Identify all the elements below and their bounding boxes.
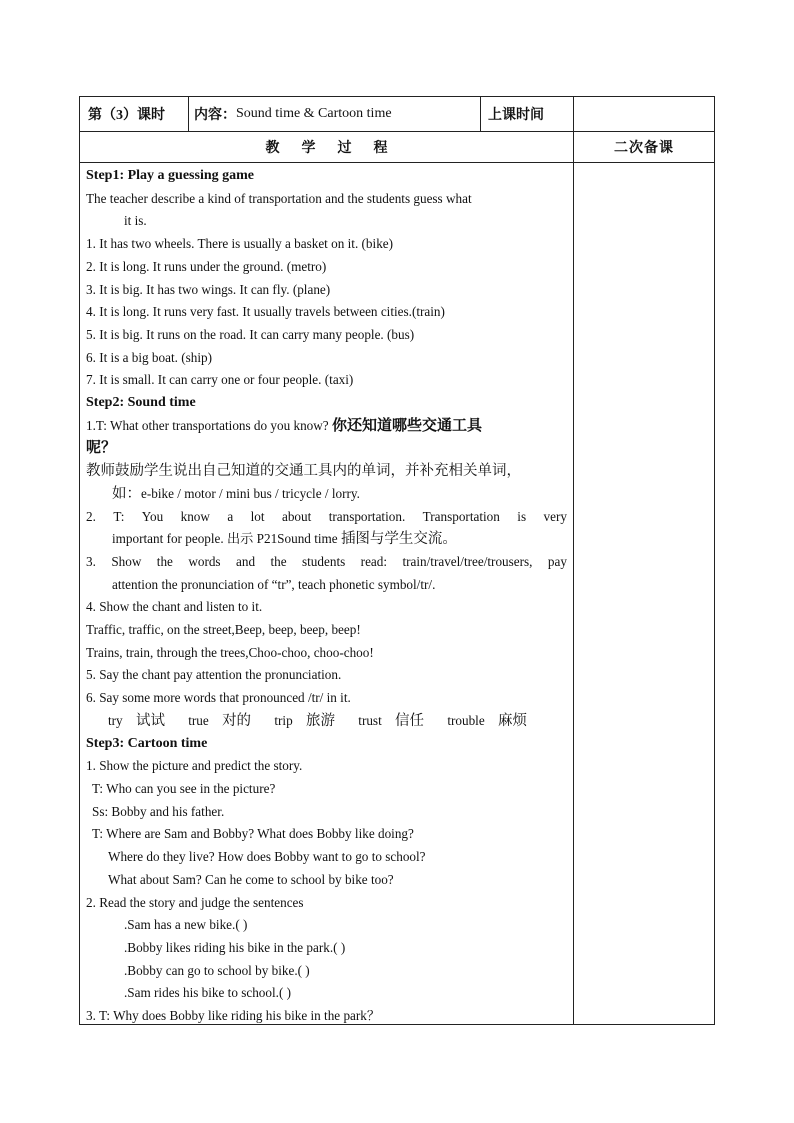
example-prefix: 如： [112, 485, 141, 502]
step2-item2 [86, 506, 567, 529]
word: Transportation [422, 508, 500, 524]
step1-item: 5. It is big. It runs on the road. It can carry many people. (bus) [86, 326, 415, 342]
dialog-line: Ss: Bobby and his father. [92, 803, 225, 819]
step1-item: 2. It is long. It runs under the ground. (metro) [86, 258, 327, 274]
word: You [141, 508, 164, 524]
word: a [227, 508, 234, 524]
step2-teacher-note: 教师鼓励学生说出自己知道的交通工具内的单词，并补充相关单词， [86, 463, 521, 480]
dialog-line: What about Sam? Can he come to school by bike too? [108, 871, 394, 887]
tr-word: trip 旅游 [274, 712, 335, 729]
step3-item3: 3. T: Why does Bobby like riding his bike in the park？ [86, 1008, 381, 1024]
step2-item4: 4. Show the chant and listen to it. [86, 599, 263, 615]
step3-item2: 2. Read the story and judge the sentences [86, 894, 304, 910]
word: Show [111, 553, 142, 569]
step1-item: 6. It is a big boat. (ship) [86, 349, 212, 365]
step2-example-words [86, 483, 567, 506]
judge-sentence: .Bobby can go to school by bike.( ) [124, 962, 310, 978]
step3-item1: 1. Show the picture and predict the story. [86, 758, 303, 774]
content-cell [189, 97, 481, 131]
tr-word: trouble 麻烦 [447, 712, 527, 729]
word: students [302, 553, 346, 569]
word: very [543, 508, 567, 524]
word: words [188, 553, 221, 569]
judge-sentence: .Sam has a new bike.( ) [124, 917, 248, 933]
word: T: [113, 508, 125, 524]
dialog-line: T: Who can you see in the picture? [92, 780, 276, 796]
step2-question-cn: 你还知道哪些交通工具 [331, 417, 482, 434]
tr-word: try 试试 [108, 712, 165, 729]
lesson-number-cell: 第（3）课时 [80, 97, 189, 131]
word: about [281, 508, 312, 524]
class-time-label: 上课时间 [481, 97, 574, 131]
lesson-plan-table [79, 96, 715, 1025]
item2-cont-cn: 插图与学生交流。 [340, 531, 457, 548]
step1-item: 1. It has two wheels. There is usually a basket on it. (bike) [86, 236, 394, 252]
content-value: Sound time & Cartoon time [236, 106, 392, 121]
judge-sentence: .Sam rides his bike to school.( ) [124, 985, 292, 1001]
content-label: 内容： [194, 108, 236, 123]
word: is [517, 508, 527, 524]
tr-word: true 对的 [188, 712, 252, 729]
dialog-line: T: Where are Sam and Bobby? What does Bobby like doing? [92, 826, 414, 842]
step1-item: 4. It is long. It runs very fast. It usually travels between cities.(train) [86, 304, 445, 320]
word: 2. [86, 508, 96, 524]
step2-item5: 5. Say the chant pay attention the pronunciation. [86, 667, 342, 683]
step1-intro: The teacher describe a kind of transportation and the students guess what [86, 190, 472, 206]
class-time-value [574, 97, 714, 131]
step1-title: Step1: Play a guessing game [86, 168, 254, 183]
header-row [80, 97, 714, 132]
word: 3. [86, 553, 96, 569]
step1-intro-cont: it is. [124, 213, 147, 229]
judge-sentence: .Bobby likes riding his bike in the park.( ) [124, 939, 346, 955]
word: the [270, 553, 287, 569]
word: train/travel/tree/trousers, [402, 553, 533, 569]
chant-line: Traffic, traffic, on the street,Beep, beep, beep, beep! [86, 622, 361, 638]
chant-line: Trains, train, through the trees,Choo-choo, choo-choo! [86, 644, 374, 660]
second-prep-heading: 二次备课 [614, 140, 674, 156]
word: read: [360, 553, 388, 569]
word: know [180, 508, 210, 524]
step1-item: 3. It is big. It has two wings. It can fly. (plane) [86, 281, 331, 297]
example-words: e-bike / motor / mini bus / tricycle / lorry. [141, 485, 360, 501]
step2-item6: 6. Say some more words that pronounced /tr/ in it. [86, 690, 351, 706]
second-prep-column [574, 162, 714, 1024]
step3-title: Step3: Cartoon time [86, 735, 208, 751]
word: and [236, 553, 256, 569]
step2-question-en: 1.T: What other transportations do you know? [86, 417, 329, 433]
subheader-row [80, 131, 714, 163]
word: the [156, 553, 173, 569]
word: transportation. [328, 508, 406, 524]
teaching-process-content [80, 162, 574, 1024]
item2-cont-en: important for people. 出示 P21Sound time [112, 531, 341, 547]
dialog-line: Where do they live? How does Bobby want to go to school? [108, 849, 426, 865]
step2-question-cn-cont: 呢？ [86, 440, 117, 457]
step1-item: 7. It is small. It can carry one or four people. (taxi) [86, 372, 354, 388]
step2-item3-cont: attention the pronunciation of “tr”, teach phonetic symbol/tr/. [112, 576, 436, 592]
tr-word: trust 信任 [358, 712, 425, 729]
step2-item3 [86, 551, 567, 574]
step2-title: Step2: Sound time [86, 395, 196, 411]
word: pay [547, 553, 567, 569]
tr-word-list [86, 710, 567, 733]
word: lot [250, 508, 265, 524]
step2-item2-cont [86, 528, 567, 551]
step2-question [86, 415, 567, 438]
teaching-process-heading: 教学过程 [80, 131, 574, 162]
